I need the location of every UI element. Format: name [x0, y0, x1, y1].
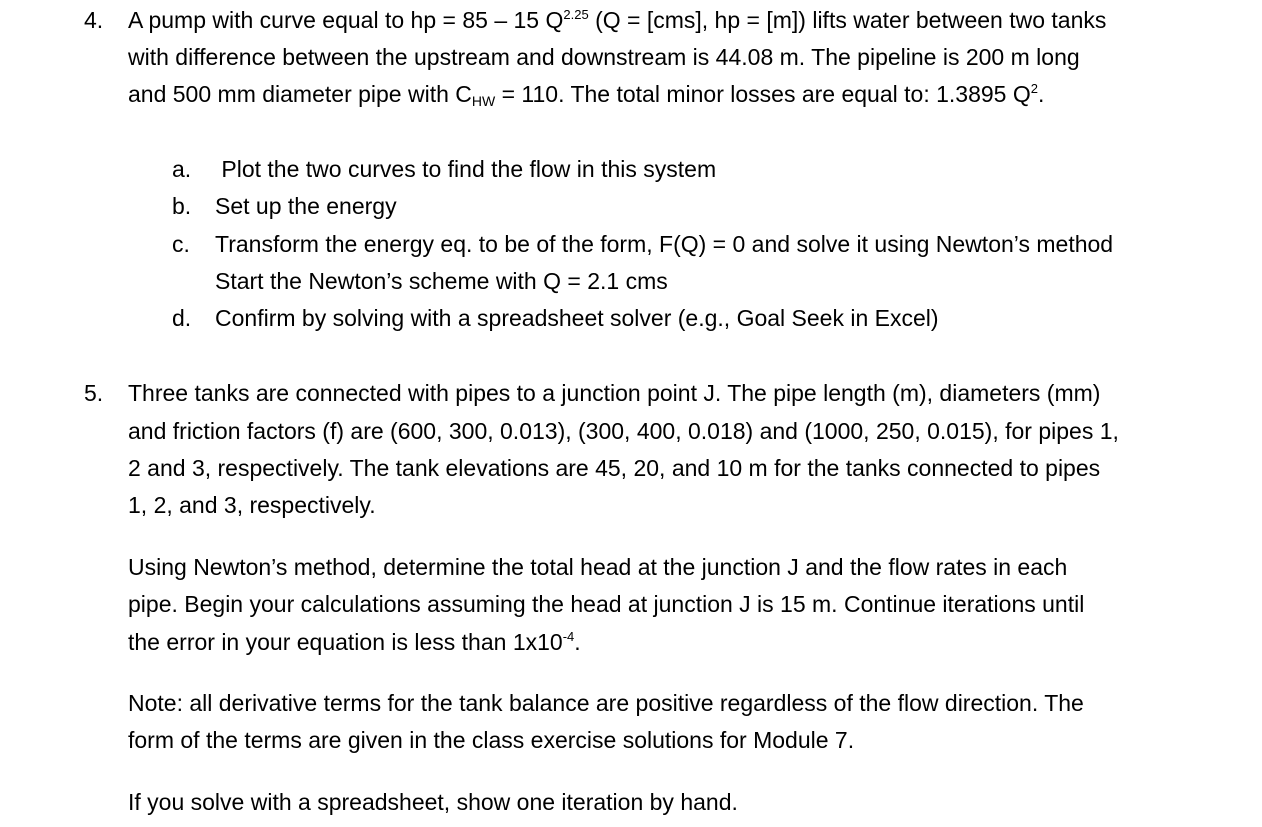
q5-p2-line-2: pipe. Begin your calculations assuming the head at junction J is 15 m. Continue iterations until	[128, 591, 1085, 617]
q5-p1-line-2: and friction factors (f) are (600, 300, 0.013), (300, 400, 0.018) and (1000, 250, 0.015), for pipes 1,	[128, 418, 1119, 444]
q5-p1-line-3: 2 and 3, respectively. The tank elevations are 45, 20, and 10 m for the tanks connected to pipes	[128, 455, 1101, 481]
q5-p2-line-1: Using Newton’s method, determine the total head at the junction J and the flow rates in each	[128, 554, 1068, 580]
q4-line-1: A pump with curve equal to hp = 85 – 15 $Q^{2.25}$ (Q = [cms], hp = [m]) lifts water between two tanks	[128, 7, 1107, 33]
q4-item-d-text: Confirm by solving with a spreadsheet solver (e.g., Goal Seek in Excel)	[215, 305, 939, 331]
q4-item-b-label: b.	[172, 193, 192, 219]
q4-item-b-text: Set up the energy	[215, 193, 397, 219]
q4-item-a-label: a.	[172, 156, 192, 182]
q5-p3-line-2: form of the terms are given in the class exercise solutions for Module 7.	[128, 727, 855, 753]
q4-item-c-text: Transform the energy eq. to be of the form, F(Q) = 0 and solve it using Newton’s method	[215, 231, 1114, 257]
q5-p3-line-1: Note: all derivative terms for the tank balance are positive regardless of the flow direction. The	[128, 690, 1084, 716]
q4-line-2: with difference between the upstream and downstream is 44.08 m. The pipeline is 200 m long	[128, 44, 1080, 70]
q4-line-3: and 500 mm diameter pipe with $C_{HW} = 110$. The total minor losses are equal to: 1.3895 $Q^2$.	[128, 81, 1045, 109]
q4-item-a-text: Plot the two curves to find the flow in this system	[215, 156, 717, 182]
q4-item-d-label: d.	[172, 305, 192, 331]
q4-exponent-2-25: 2.25	[563, 7, 589, 22]
q5-p2-line-3: the error in your equation is less than $1x10^{-4}$.	[128, 629, 581, 655]
q4-item-c-continuation: Start the Newton’s scheme with Q = 2.1 cms	[215, 268, 668, 294]
q5-number: 5.	[84, 380, 104, 406]
q4-number: 4.	[84, 7, 104, 33]
q5-p4: If you solve with a spreadsheet, show one iteration by hand.	[128, 789, 738, 815]
q4-exponent-2: 2	[1030, 81, 1038, 96]
q5-p1-line-1: Three tanks are connected with pipes to a junction point J. The pipe length (m), diameters (mm)	[128, 380, 1101, 406]
q5-p1-line-4: 1, 2, and 3, respectively.	[128, 492, 376, 518]
q5-exponent-neg4: -4	[562, 629, 575, 644]
q4-item-c-label: c.	[172, 231, 190, 257]
q4-subscript-hw: HW	[471, 93, 496, 109]
